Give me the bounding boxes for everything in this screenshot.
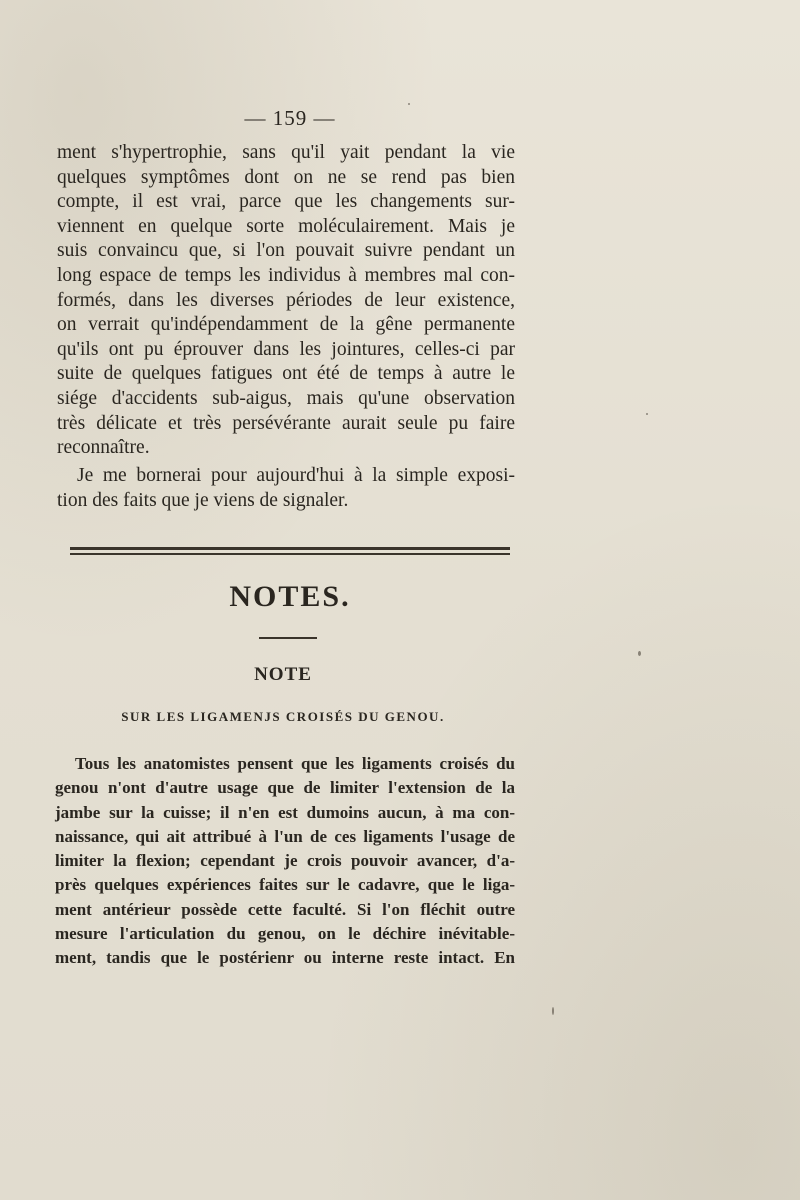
text-line: limiter la flexion; cependant je crois pouvoir avancer, d'a- bbox=[55, 851, 515, 871]
text-line: long espace de temps les individus à membres mal con- bbox=[57, 264, 515, 286]
text-line: on verrait qu'indépendamment de la gêne permanente bbox=[57, 314, 515, 336]
paper-speck bbox=[552, 1007, 554, 1015]
text-line: tion des faits que je viens de signaler. bbox=[57, 489, 349, 511]
text-line: naissance, qui ait attribué à l'un de ces ligaments l'usage de bbox=[55, 826, 515, 846]
text-line: viennent en quelque sorte moléculairement. Mais je bbox=[57, 215, 515, 237]
text-line: jambe sur la cuisse; il n'en est dumoins aucun, à ma con- bbox=[55, 802, 515, 822]
section-divider bbox=[70, 547, 510, 555]
text-line: siége d'accidents sub-aigus, mais qu'une observation bbox=[57, 387, 515, 409]
text-line: Tous les anatomistes pensent que les ligaments croisés du bbox=[75, 754, 515, 773]
text-line: ment antérieur possède cette faculté. Si l'on fléchit outre bbox=[55, 899, 515, 919]
text-line: genou n'ont d'autre usage que de limiter l'extension de la bbox=[55, 778, 515, 798]
text-line: suis convaincu que, si l'on pouvait suivre pendant un bbox=[57, 240, 515, 262]
note-heading: NOTE bbox=[254, 664, 312, 685]
paper-speck bbox=[646, 413, 648, 415]
paragraph-continuation bbox=[57, 141, 515, 461]
text-line: qu'ils ont pu éprouver dans les jointures, celles-ci par bbox=[57, 338, 515, 360]
text-line: près quelques expériences faites sur le cadavre, que le liga- bbox=[55, 875, 515, 895]
text-line: compte, il est vrai, parce que les changements sur- bbox=[57, 191, 515, 213]
text-line: formés, dans les diverses périodes de leur existence, bbox=[57, 289, 515, 311]
notes-heading: NOTES. bbox=[229, 580, 351, 613]
paragraph-conclusion bbox=[57, 464, 515, 513]
paper-speck bbox=[638, 651, 641, 656]
page-number: — 159 — bbox=[244, 106, 336, 130]
heading-rule bbox=[259, 637, 317, 639]
note-paragraph bbox=[55, 752, 515, 971]
text-line: mesure l'articulation du genou, on le déchire inévitable- bbox=[55, 924, 515, 944]
text-line: reconnaître. bbox=[57, 437, 150, 459]
text-line: suite de quelques fatigues ont été de temps à autre le bbox=[57, 363, 515, 385]
text-line: Je me bornerai pour aujourd'hui à la simple exposi- bbox=[77, 465, 515, 486]
text-line: ment s'hypertrophie, sans qu'il yait pendant la vie bbox=[57, 142, 515, 163]
text-line: quelques symptômes dont on ne se rend pas bien bbox=[57, 166, 515, 188]
text-line: très délicate et très persévérante aurait seule pu faire bbox=[57, 412, 515, 434]
text-line: ment, tandis que le postérienr ou interne reste intact. En bbox=[55, 948, 515, 968]
note-subheading: SUR LES LIGAMENJS CROISÉS DU GENOU. bbox=[121, 709, 445, 724]
paper-speck bbox=[408, 103, 410, 105]
